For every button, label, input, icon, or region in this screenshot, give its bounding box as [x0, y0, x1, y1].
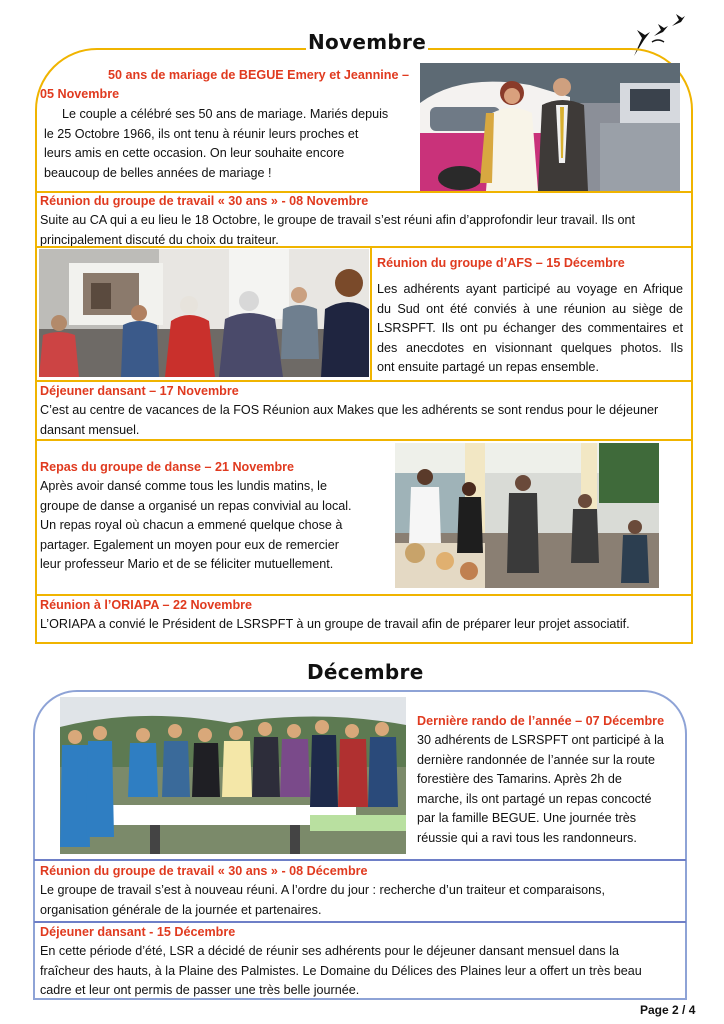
photo-dance-group-meal: [395, 443, 659, 588]
heading-dance-group: Repas du groupe de danse – 21 Novembre: [40, 460, 295, 474]
text-oriapa: L’ORIAPA a convié le Président de LSRSPFT à un groupe de travail afin de préparer leur projet associatif.: [40, 617, 630, 631]
text-anniversary: Le couple a célébré ses 50 ans de mariage. Mariés depuis le 25 Octobre 1966, ils ont tenu à réunir leurs proches et leurs amis en cette occasion. On leur souhaite encore beaucoup de belles années de mariage !: [44, 107, 389, 180]
heading-afs: Réunion du groupe d’AFS – 15 Décembre: [377, 256, 625, 270]
page-number: Page 2 / 4: [640, 1003, 696, 1017]
photo-hiking-group: [60, 697, 406, 854]
text-working-group-nov: Suite au CA qui a eu lieu le 18 Octobre, le groupe de travail s’est réuni afin d’approfondir leur travail. Ils ont principalement discuté du choix du traiteur.: [40, 213, 636, 247]
birds-icon: [628, 12, 686, 58]
text-afs: Les adhérents ayant participé au voyage en Afrique du Sud ont été conviés à une réunion au siège de LSRSPFT. Ils ont pu échanger des commentaires et des anecdotes en visionnant quelques photos. Ils ont ensuite partagé un repas ensemble.: [377, 282, 683, 374]
text-working-group-dec: Le groupe de travail s’est à nouveau réuni. A l’ordre du jour : recherche d’un traiteur et comparaisons, organisation générale de la journée et partenaires.: [40, 883, 605, 917]
heading-anniversary: 50 ans de mariage de BEGUE Emery et Jeannine –: [108, 68, 409, 82]
heading-anniversary-date: 05 Novembre: [40, 87, 120, 101]
divider-vertical: [370, 247, 372, 381]
heading-lunch-dance-nov: Déjeuner dansant – 17 Novembre: [40, 384, 239, 398]
photo-afs-meeting: [39, 249, 369, 377]
heading-lunch-dance-dec: Déjeuner dansant - 15 Décembre: [40, 925, 236, 939]
divider: [34, 859, 686, 861]
heading-working-group-nov: Réunion du groupe de travail « 30 ans » - 08 Novembre: [40, 194, 369, 208]
divider: [36, 439, 692, 441]
november-title: Novembre: [308, 30, 427, 54]
heading-oriapa: Réunion à l’ORIAPA – 22 Novembre: [40, 598, 253, 612]
heading-last-hike: Dernière rando de l’année – 07 Décembre: [417, 714, 665, 728]
heading-working-group-dec: Réunion du groupe de travail « 30 ans » - 08 Décembre: [40, 864, 368, 878]
december-title: Décembre: [307, 660, 424, 684]
text-lunch-dance-nov: C’est au centre de vacances de la FOS Réunion aux Makes que les adhérents se sont rendus pour le déjeuner dansant mensuel.: [40, 403, 659, 437]
text-lunch-dance-dec: En cette période d’été, LSR a décidé de réunir ses adhérents pour le déjeuner dansant mensuel dans la fraîcheur des hauts, à la Plaine des Palmistes. Le Domaine du Délices des Plaines leur a offert un très beau cadre et leur ont permis de passer une très belle journée.: [40, 944, 642, 997]
text-dance-group: Après avoir dansé comme tous les lundis matins, le groupe de danse a organisé un repas convivial au local. Un repas royal où chacun a emmené quelque chose à partager. Egalement un moyen pour eux de remercier leur professeur Mario et de se féliciter mutuellement.: [40, 479, 352, 571]
photo-couple-anniversary: [420, 63, 680, 191]
divider: [36, 246, 692, 248]
text-last-hike: 30 adhérents de LSRSPFT ont participé à la dernière randonnée de l’année sur la route forestière des Tamarins. Après 2h de marche, ils ont partagé un repas concocté par la famille BEGUE. Une journée très réussie qui a ravi tous les randonneurs.: [417, 733, 664, 845]
